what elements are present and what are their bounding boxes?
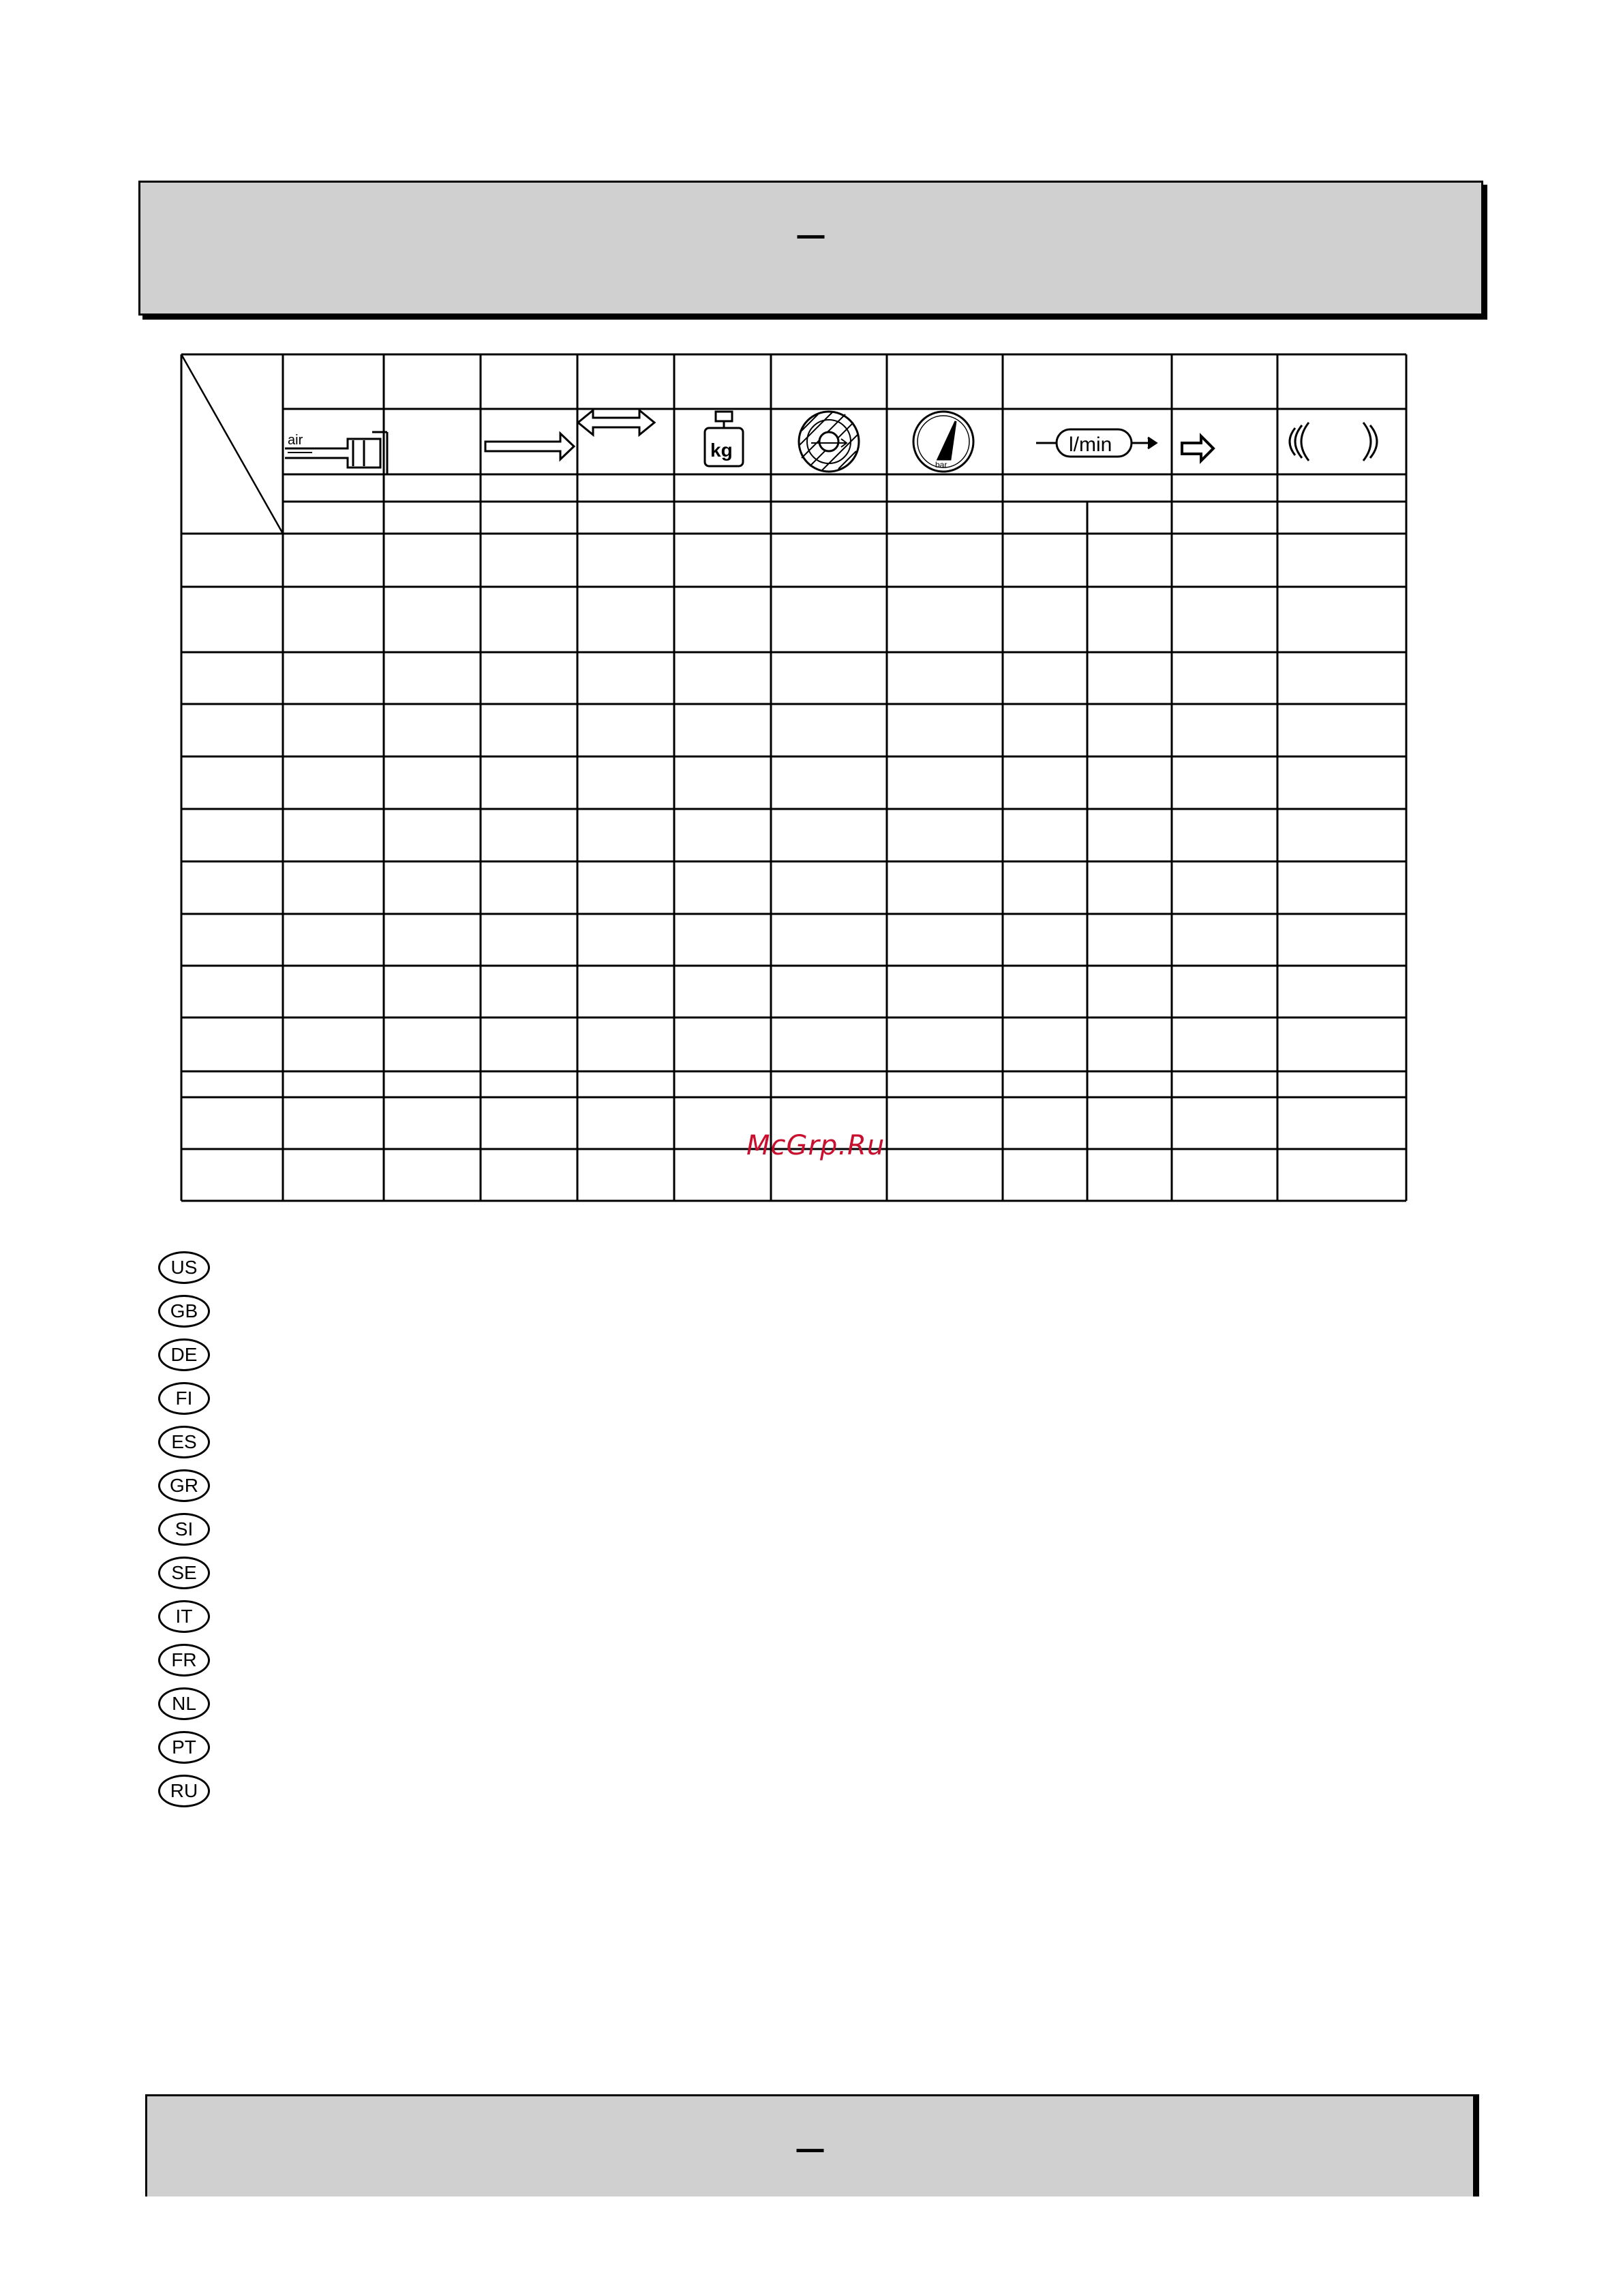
language-badge: ES [158,1426,210,1458]
language-badge: SI [158,1513,210,1546]
table-grid [181,354,1406,1201]
language-item [158,1295,210,1338]
svg-text:air: air [288,433,303,448]
width-arrow-icon [578,410,654,435]
language-item [158,1644,210,1687]
language-badge: IT [158,1600,210,1633]
language-item [158,1426,210,1469]
language-item [158,1251,210,1295]
air-coupling-icon [285,432,387,474]
grid-line [181,354,283,534]
airflow-lmin-icon [1036,429,1156,457]
language-badge: US [158,1251,210,1284]
language-item [158,1687,210,1731]
table-header-icons [285,410,1377,474]
language-item [158,1600,210,1644]
language-item [158,1513,210,1557]
pressure-bar-label: bar [935,460,947,470]
language-item [158,1731,210,1775]
language-badge: FR [158,1644,210,1677]
cutting-disc-icon [799,412,859,472]
weight-kg-icon [705,412,743,466]
language-list [158,1251,210,1818]
language-badge: PT [158,1731,210,1764]
language-badge: GB [158,1295,210,1328]
airflow-label: l/min [1069,433,1112,456]
direction-arrow-icon [1182,436,1213,461]
language-item [158,1338,210,1382]
language-badge: FI [158,1382,210,1415]
language-item [158,1775,210,1818]
language-item [158,1469,210,1513]
top-banner-dash: – [797,206,825,260]
language-badge: SE [158,1557,210,1589]
language-item [158,1557,210,1600]
language-badge: NL [158,1687,210,1720]
language-badge: DE [158,1338,210,1371]
language-item [158,1382,210,1426]
language-badge: RU [158,1775,210,1807]
bottom-banner-dash: – [796,2119,824,2174]
watermark: McGrp.Ru [746,1130,885,1161]
pressure-gauge-icon [913,412,973,472]
bottom-banner [145,2094,1475,2196]
sound-vibration-icon [1290,423,1377,461]
length-arrow-icon [485,433,574,459]
weight-kg-label: kg [710,440,733,461]
language-badge: GR [158,1469,210,1502]
